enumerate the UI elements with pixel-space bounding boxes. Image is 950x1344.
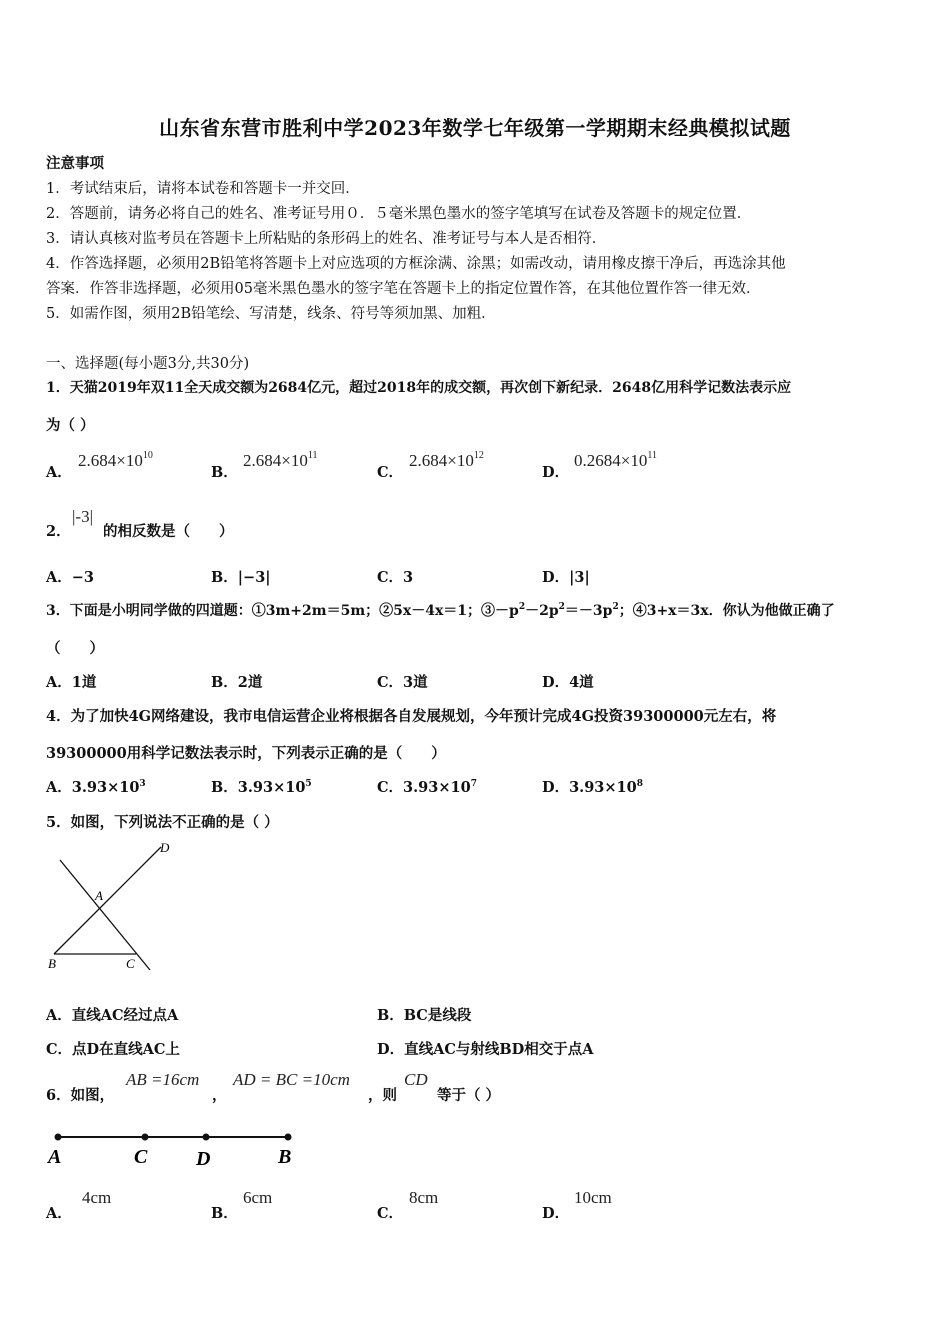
- notice-item-5: 5．如需作图，须用2B铅笔绘、写清楚，线条、符号等须加黑、加粗．: [46, 306, 496, 322]
- q1-option-b-base: 2.684×10: [243, 451, 308, 470]
- q1-option-a-label: A．: [46, 464, 72, 481]
- q2-option-c-label: C．: [377, 569, 404, 586]
- q6-option-b-label: B．: [211, 1205, 238, 1222]
- q6-figure: [44, 1126, 304, 1172]
- page-title: 山东省东营市胜利中学2023年数学七年级第一学期期末经典模拟试题: [159, 116, 791, 140]
- q4-option-d-exp: 8: [636, 779, 643, 789]
- q6-option-c-label: C．: [377, 1205, 404, 1222]
- notice-item-4: 4．作答选择题，必须用2B铅笔将答题卡上对应选项的方框涂满、涂黑；如需改动，请用橡皮擦干净后，再选涂其他: [46, 256, 786, 272]
- q3-option-a-label: A．: [46, 674, 72, 691]
- q5-option-d-text: 直线AC与射线BD相交于点A: [404, 1041, 594, 1058]
- q6-point-a: [55, 1134, 62, 1141]
- q3-stem-cont: （ ）: [46, 640, 104, 657]
- q5-option-b: [377, 1004, 471, 1025]
- q3-stem: [46, 600, 835, 620]
- q4-option-d-base: 3.93×10: [569, 779, 637, 796]
- q6-point-b: [285, 1134, 292, 1141]
- q5-label-c: C: [126, 956, 135, 971]
- q3-option-a: [46, 671, 96, 692]
- q3-option-d-label: D．: [542, 674, 570, 691]
- q6-lead: 6．如图，: [46, 1087, 115, 1104]
- q1-stem: 1．天猫2019年双11全天成交额为2684亿元，超过2018年的成交额，再次创下新纪录．2648亿用科学记数法表示应: [46, 380, 792, 396]
- q4-option-a-base: 3.93×10: [71, 779, 140, 796]
- q5-option-a-label: A．: [46, 1007, 72, 1024]
- notice-heading: 注意事项: [46, 155, 104, 172]
- q6-label-d: D: [196, 1148, 211, 1170]
- q6-expr-ad-bc: AD = BC =10cm: [233, 1070, 350, 1089]
- q3-stem-part1: 3．下面是小明同学做的四道题：①3m+2m＝5m；②5x－4x＝1；③－p: [46, 603, 519, 619]
- q2-option-a: [46, 566, 94, 587]
- q1-option-d-value: [574, 450, 657, 471]
- q1-option-b-label: B．: [211, 464, 238, 481]
- q6-label-a: A: [48, 1146, 62, 1168]
- q2-stem: 的相反数是（ ）: [103, 523, 234, 540]
- q3-stem-part3: ＝－3p: [564, 603, 613, 619]
- q6-expr-ab: AB =16cm: [126, 1070, 200, 1089]
- q3-sup-3: 2: [612, 602, 619, 612]
- notice-item-3: 3．请认真核对监考员在答题卡上所粘贴的条形码上的姓名、准考证号与本人是否相符．: [46, 231, 607, 247]
- q1-stem-cont: 为（ ）: [46, 417, 95, 434]
- q4-option-b-label: B．: [211, 779, 238, 796]
- q6-option-d-label: D．: [542, 1205, 570, 1222]
- q2-abs-expression: |-3|: [72, 507, 93, 526]
- q2-option-a-label: A．: [46, 569, 72, 586]
- q5-option-c-label: C．: [46, 1041, 73, 1058]
- q3-option-c-label: C．: [377, 674, 404, 691]
- q3-option-b-label: B．: [211, 674, 238, 691]
- q5-label-d: D: [160, 840, 170, 855]
- q2-option-d-label: D．: [542, 569, 570, 586]
- q1-option-c-base: 2.684×10: [409, 451, 474, 470]
- q4-option-c-base: 3.93×10: [403, 779, 471, 796]
- q4-option-a-exp: 3: [139, 779, 146, 789]
- q5-option-b-label: B．: [377, 1007, 404, 1024]
- q5-option-c-text: 点D在直线AC上: [72, 1041, 180, 1058]
- q3-sup-1: 2: [518, 602, 526, 612]
- q3-option-c: [377, 671, 428, 692]
- q1-option-d-label: D．: [542, 464, 570, 481]
- q1-option-a-base: 2.684×10: [78, 451, 143, 470]
- q4-option-c-label: C．: [377, 779, 404, 796]
- q2-option-c: [377, 566, 413, 587]
- q6-separator: ，: [212, 1087, 227, 1104]
- q6-point-d: [203, 1134, 210, 1141]
- q6-option-d-text: 10cm: [574, 1188, 612, 1207]
- q5-option-d-label: D．: [377, 1041, 405, 1058]
- q6-option-c-text: 8cm: [409, 1188, 439, 1207]
- q6-option-a-text: 4cm: [82, 1188, 112, 1207]
- q2-option-c-text: 3: [403, 569, 414, 586]
- q3-option-c-text: 3道: [403, 674, 428, 691]
- q3-option-d: [542, 671, 594, 692]
- q5-figure: [40, 838, 180, 974]
- q1-option-c-exp: 12: [473, 450, 484, 461]
- q2-option-b: [211, 566, 271, 587]
- q4-option-d-label: D．: [542, 779, 570, 796]
- q6-label-b: B: [278, 1146, 292, 1168]
- q2-option-b-label: B．: [211, 569, 238, 586]
- q2-option-d-text: |3|: [569, 569, 590, 586]
- q1-option-b-value: [243, 450, 317, 471]
- q4-option-a: [46, 776, 146, 797]
- q1-option-c-label: C．: [377, 464, 404, 481]
- q5-option-a-text: 直线AC经过点A: [71, 1007, 179, 1024]
- q6-option-a-label: A．: [46, 1205, 72, 1222]
- q5-stem: 5．如图，下列说法不正确的是（ ）: [46, 814, 279, 831]
- q4-option-b-exp: 5: [305, 779, 312, 789]
- q3-option-b: [211, 671, 262, 692]
- q4-option-d: [542, 776, 643, 797]
- q3-stem-part4: ；④3+x＝3x．你认为他做正确了: [618, 603, 835, 619]
- q6-mid: ，则: [368, 1087, 397, 1104]
- q4-option-a-label: A．: [46, 779, 72, 796]
- q4-stem-cont: 39300000用科学记数法表示时，下列表示正确的是（ ）: [46, 745, 446, 762]
- q5-option-c: [46, 1038, 180, 1059]
- q2-option-d: [542, 566, 590, 587]
- q4-option-b: [211, 776, 312, 797]
- q3-sup-2: 2: [558, 602, 565, 612]
- q6-label-c: C: [134, 1146, 148, 1168]
- notice-item-1: 1．考试结束后，请将本试卷和答题卡一并交回．: [46, 181, 360, 197]
- q5-label-a: A: [95, 888, 103, 903]
- q2-option-a-text: −3: [71, 569, 95, 586]
- section-heading: 一、选择题(每小题3分,共30分): [46, 356, 250, 372]
- q6-option-b-text: 6cm: [243, 1188, 273, 1207]
- q4-option-b-base: 3.93×10: [237, 779, 306, 796]
- q3-option-d-text: 4道: [569, 674, 594, 691]
- q1-option-d-base: 0.2684×10: [574, 451, 648, 470]
- q6-expr-cd: CD: [404, 1070, 428, 1089]
- q5-ray-bd: [54, 847, 161, 954]
- q4-stem: 4．为了加快4G网络建设，我市电信运营企业将根据各自发展规划，今年预计完成4G投资39300000元左右，将: [46, 708, 777, 725]
- q1-option-d-exp: 11: [647, 450, 657, 461]
- q5-label-b: B: [48, 956, 56, 971]
- q5-option-a: [46, 1004, 178, 1025]
- q3-stem-part2: －2p: [525, 603, 559, 619]
- notice-item-4-cont: 答案．作答非选择题，必须用05毫米黑色墨水的签字笔在答题卡上的指定位置作答，在其他位置作答一律无效．: [46, 281, 761, 297]
- q5-option-b-text: BC是线段: [403, 1007, 472, 1024]
- q4-option-c: [377, 776, 477, 797]
- notice-item-2: 2．答题前，请务必将自己的姓名、准考证号用０．５毫米黑色墨水的签字笔填写在试卷及答题卡的规定位置．: [46, 206, 752, 222]
- q1-option-b-exp: 11: [307, 450, 318, 461]
- q4-option-c-exp: 7: [470, 779, 477, 789]
- q2-number: 2．: [46, 523, 71, 540]
- q2-abs-value: -3: [75, 507, 90, 526]
- q1-option-c-value: [409, 450, 484, 471]
- q2-option-b-text: |−3|: [237, 569, 271, 586]
- q6-point-c: [142, 1134, 149, 1141]
- q5-option-d: [377, 1038, 593, 1059]
- q3-option-a-text: 1道: [71, 674, 97, 691]
- q1-option-a-exp: 10: [142, 450, 153, 461]
- q6-tail: 等于（ ）: [437, 1087, 501, 1104]
- q1-option-a-value: [78, 450, 153, 471]
- q3-option-b-text: 2道: [237, 674, 263, 691]
